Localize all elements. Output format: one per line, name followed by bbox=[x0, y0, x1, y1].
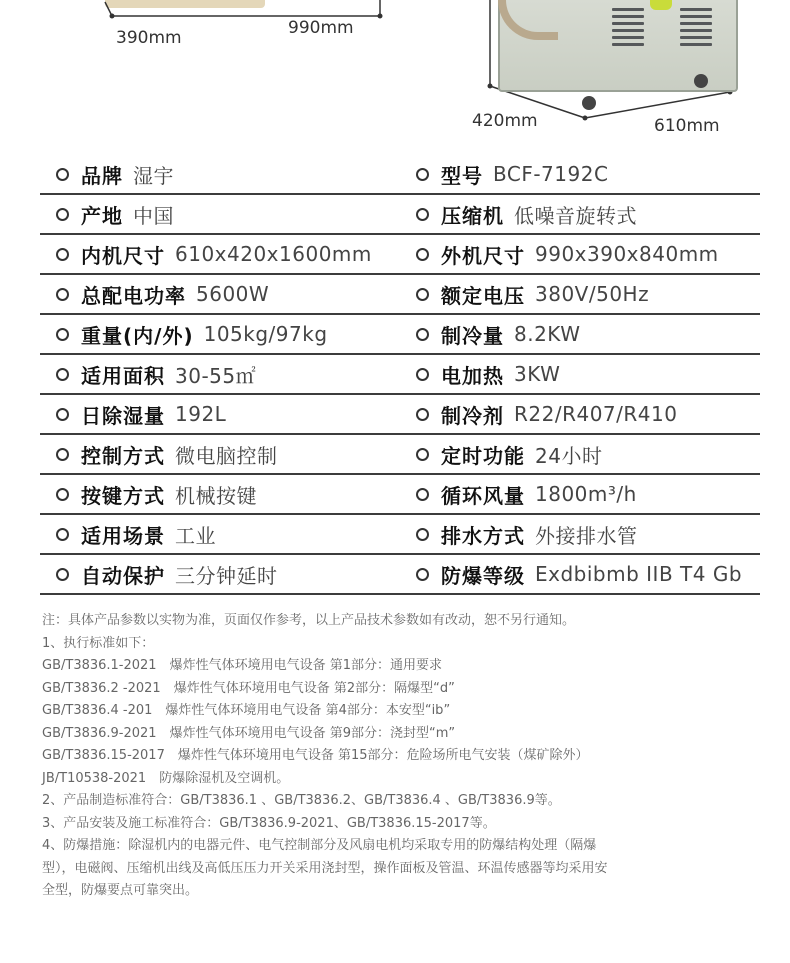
spec-value: 低噪音旋转式 bbox=[514, 203, 637, 228]
vent-grille-icon bbox=[680, 8, 712, 48]
dimension-label: 390mm bbox=[116, 28, 182, 48]
spec-row bbox=[40, 395, 760, 435]
note-line: GB/T3836.15-2017 爆炸性气体环境用电气设备 第15部分：危险场所电气安装（煤矿除外） bbox=[42, 748, 589, 763]
spec-value: 8.2KW bbox=[514, 322, 581, 346]
note-line: GB/T3836.4 -201 爆炸性气体环境用电气设备 第4部分：本安型“ib” bbox=[42, 703, 451, 718]
spec-key: 制冷剂 bbox=[441, 403, 504, 428]
spec-key: 定时功能 bbox=[441, 443, 525, 468]
wheel-icon bbox=[694, 74, 708, 88]
spec-key: 按键方式 bbox=[81, 483, 165, 508]
bullet-circle-icon bbox=[56, 208, 69, 221]
bullet-circle-icon bbox=[56, 368, 69, 381]
bullet-circle-icon bbox=[56, 568, 69, 581]
spec-key: 控制方式 bbox=[81, 443, 165, 468]
spec-item bbox=[56, 315, 328, 353]
notes-section bbox=[42, 610, 754, 903]
note-line: 注：具体产品参数以实物为准，页面仅作参考，以上产品技术参数如有改动，恕不另行通知。 bbox=[42, 613, 576, 628]
spec-row bbox=[40, 475, 760, 515]
spec-value: 机械按键 bbox=[175, 483, 257, 508]
spec-value: 24小时 bbox=[535, 443, 603, 468]
bullet-circle-icon bbox=[56, 328, 69, 341]
spec-item bbox=[56, 155, 174, 193]
spec-key: 压缩机 bbox=[441, 203, 504, 228]
spec-value: 5600W bbox=[196, 282, 270, 306]
spec-key: 循环风量 bbox=[441, 483, 525, 508]
spec-value: 380V/50Hz bbox=[535, 282, 650, 306]
spec-table bbox=[40, 155, 760, 595]
note-line: JB/T10538-2021 防爆除湿机及空调机。 bbox=[42, 770, 290, 786]
spec-item bbox=[416, 355, 560, 393]
spec-key: 总配电功率 bbox=[81, 283, 186, 308]
bullet-circle-icon bbox=[56, 488, 69, 501]
spec-key: 电加热 bbox=[441, 363, 504, 388]
spec-item bbox=[56, 355, 256, 393]
spec-key: 品牌 bbox=[81, 163, 123, 188]
product-dimension-illustration bbox=[0, 0, 790, 150]
spec-value: 105kg/97kg bbox=[203, 322, 328, 346]
spec-key: 额定电压 bbox=[441, 283, 525, 308]
spec-value: 中国 bbox=[133, 203, 174, 228]
spec-item bbox=[416, 475, 637, 513]
spec-item bbox=[416, 515, 638, 553]
dimension-label: 610mm bbox=[654, 116, 720, 136]
bullet-circle-icon bbox=[56, 168, 69, 181]
bullet-circle-icon bbox=[56, 448, 69, 461]
note-line: 1、执行标准如下： bbox=[42, 635, 155, 651]
spec-item bbox=[416, 435, 602, 473]
spec-value: 990x390x840mm bbox=[535, 242, 719, 266]
spec-key: 防爆等级 bbox=[441, 563, 525, 588]
spec-item bbox=[416, 155, 608, 193]
label-sticker bbox=[650, 0, 672, 10]
spec-value: 192L bbox=[175, 402, 227, 426]
spec-value: 工业 bbox=[175, 523, 216, 548]
note-line: 4、防爆措施：除湿机内的电器元件、电气控制部分及风扇电机均采取专用的防爆结构处理（隔爆 bbox=[42, 838, 597, 853]
spec-item bbox=[56, 555, 278, 593]
bullet-circle-icon bbox=[416, 448, 429, 461]
note-line: GB/T3836.2 -2021 爆炸性气体环境用电气设备 第2部分：隔爆型“d” bbox=[42, 680, 455, 696]
bullet-circle-icon bbox=[416, 208, 429, 221]
spec-key: 内机尺寸 bbox=[81, 243, 165, 268]
spec-value: 30-55㎡ bbox=[175, 363, 257, 388]
spec-row bbox=[40, 235, 760, 275]
spec-row bbox=[40, 555, 760, 595]
spec-value: 微电脑控制 bbox=[175, 443, 278, 468]
spec-value: R22/R407/R410 bbox=[514, 402, 678, 426]
spec-item bbox=[56, 195, 174, 233]
spec-item bbox=[56, 515, 216, 553]
dimension-label: 990mm bbox=[288, 18, 354, 38]
bullet-circle-icon bbox=[56, 528, 69, 541]
vent-grille-icon bbox=[612, 8, 644, 48]
spec-key: 日除湿量 bbox=[81, 403, 165, 428]
bullet-circle-icon bbox=[416, 488, 429, 501]
spec-value: 1800m³/h bbox=[535, 482, 637, 506]
bullet-circle-icon bbox=[416, 168, 429, 181]
spec-key: 产地 bbox=[81, 203, 123, 228]
spec-key: 重量(内/外) bbox=[81, 323, 194, 348]
spec-item bbox=[56, 435, 278, 473]
spec-value: BCF-7192C bbox=[493, 162, 609, 186]
bullet-circle-icon bbox=[56, 408, 69, 421]
spec-item bbox=[56, 235, 372, 273]
spec-value: 三分钟延时 bbox=[175, 563, 278, 588]
note-line: 3、产品安装及施工标准符合：GB/T3836.9-2021、GB/T3836.15-2017等。 bbox=[42, 815, 496, 831]
spec-row bbox=[40, 315, 760, 355]
spec-item bbox=[416, 315, 580, 353]
spec-item bbox=[416, 195, 637, 233]
note-line: GB/T3836.9-2021 爆炸性气体环境用电气设备 第9部分：浇封型“m” bbox=[42, 725, 456, 741]
spec-row bbox=[40, 435, 760, 475]
spec-key: 适用面积 bbox=[81, 363, 165, 388]
spec-value: 610x420x1600mm bbox=[175, 242, 372, 266]
bullet-circle-icon bbox=[416, 288, 429, 301]
bullet-circle-icon bbox=[56, 288, 69, 301]
spec-item bbox=[416, 275, 649, 313]
wheel-icon bbox=[582, 96, 596, 110]
bullet-circle-icon bbox=[416, 328, 429, 341]
bullet-circle-icon bbox=[56, 248, 69, 261]
spec-value: 外接排水管 bbox=[535, 523, 638, 548]
spec-item bbox=[416, 395, 677, 433]
spec-item bbox=[416, 235, 719, 273]
spec-key: 排水方式 bbox=[441, 523, 525, 548]
bullet-circle-icon bbox=[416, 568, 429, 581]
spec-key: 制冷量 bbox=[441, 323, 504, 348]
spec-value: 湿宇 bbox=[133, 163, 174, 188]
spec-row bbox=[40, 155, 760, 195]
spec-row bbox=[40, 195, 760, 235]
note-line: 全型，防爆要点可靠突出。 bbox=[42, 883, 199, 898]
bullet-circle-icon bbox=[416, 248, 429, 261]
dimension-label: 420mm bbox=[472, 111, 538, 131]
note-line: 2、产品制造标准符合：GB/T3836.1 、GB/T3836.2、GB/T3836.4 、GB/T3836.9等。 bbox=[42, 793, 561, 808]
spec-key: 外机尺寸 bbox=[441, 243, 525, 268]
bullet-circle-icon bbox=[416, 528, 429, 541]
spec-value: 3KW bbox=[514, 362, 561, 386]
bullet-circle-icon bbox=[416, 408, 429, 421]
spec-item bbox=[416, 555, 742, 593]
spec-key: 适用场景 bbox=[81, 523, 165, 548]
spec-value: Exdbibmb IIB T4 Gb bbox=[535, 562, 743, 586]
note-line: 型），电磁阀、压缩机出线及高低压压力开关采用浇封型，操作面板及管温、环温传感器等均采用安 bbox=[42, 860, 608, 876]
spec-item bbox=[56, 395, 226, 433]
spec-item bbox=[56, 275, 269, 313]
note-line: GB/T3836.1-2021 爆炸性气体环境用电气设备 第1部分：通用要求 bbox=[42, 658, 442, 673]
spec-item bbox=[56, 475, 257, 513]
spec-key: 型号 bbox=[441, 163, 483, 188]
spec-row bbox=[40, 355, 760, 395]
bullet-circle-icon bbox=[416, 368, 429, 381]
spec-row bbox=[40, 275, 760, 315]
spec-row bbox=[40, 515, 760, 555]
spec-key: 自动保护 bbox=[81, 563, 165, 588]
